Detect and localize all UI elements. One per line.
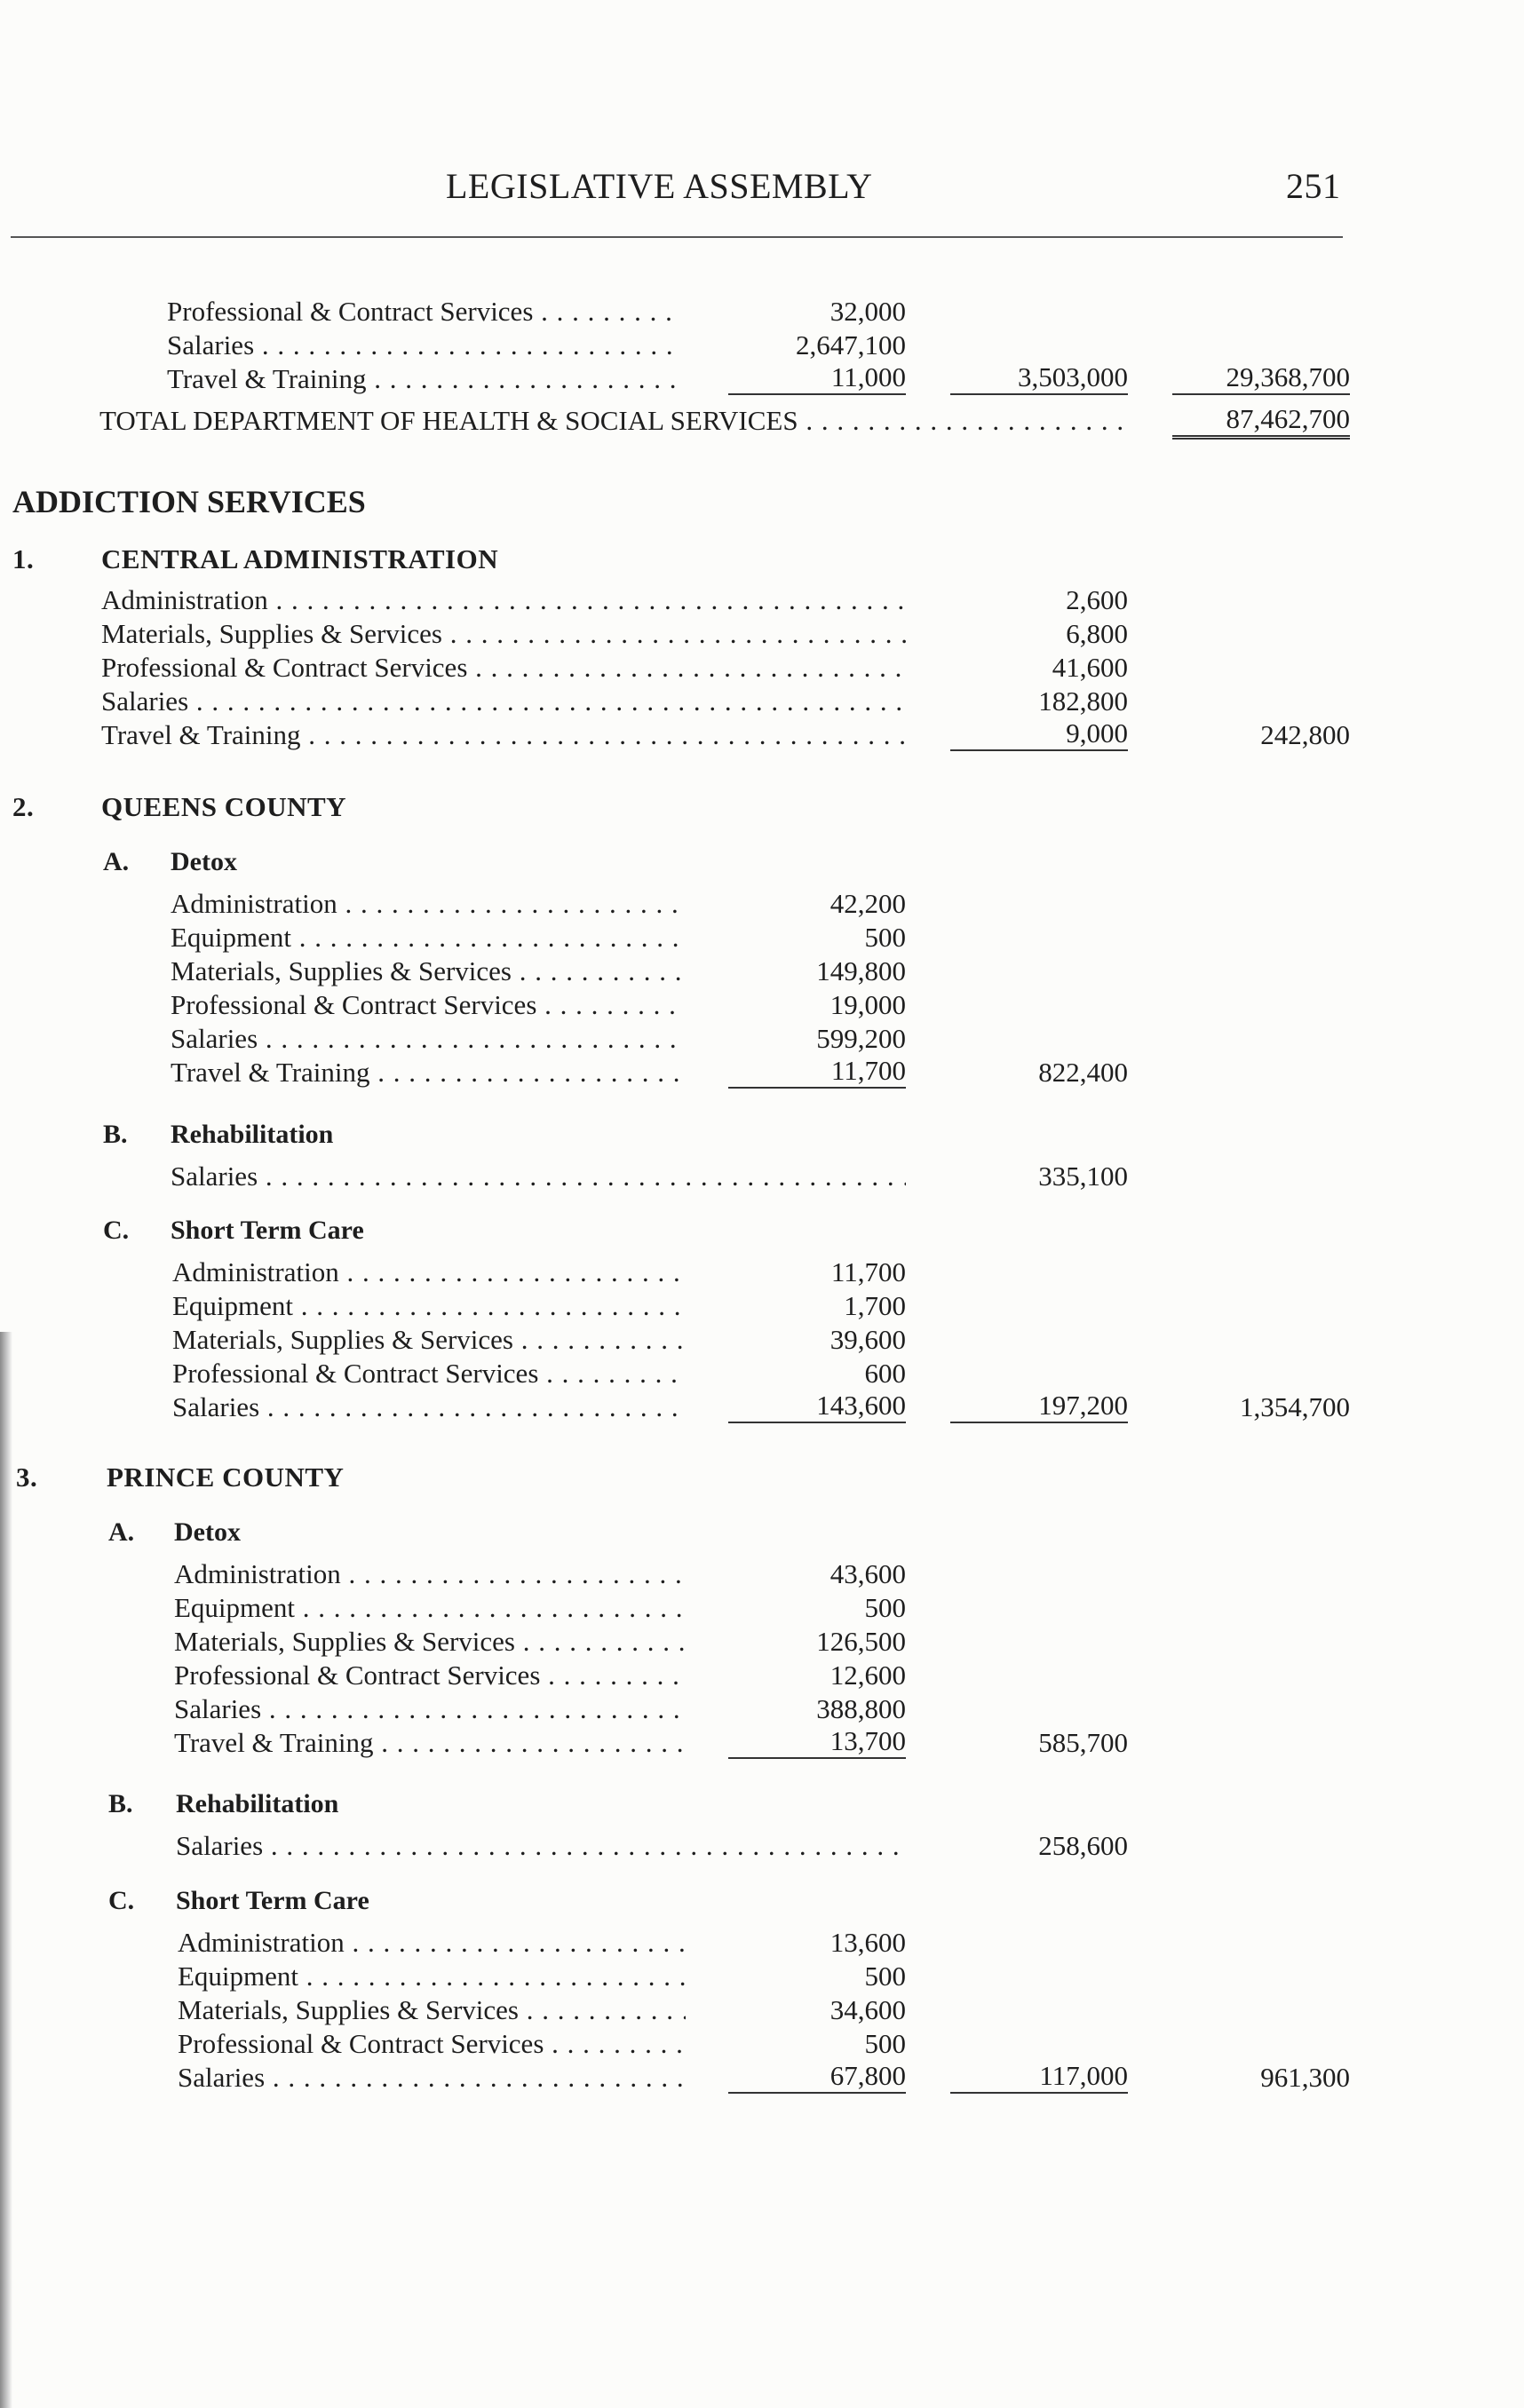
subsection-title: Short Term Care xyxy=(171,1216,364,1245)
line-item-amount: 500 xyxy=(864,922,906,953)
line-item-label: Salaries . . . xyxy=(167,328,682,363)
line-item xyxy=(0,2026,1524,2062)
line-item-label: Equipment . . . xyxy=(174,1590,684,1626)
line-item-amount: 1,700 xyxy=(844,1290,906,1321)
line-item xyxy=(0,1322,1524,1358)
page-number: 251 xyxy=(1286,166,1341,206)
line-item-label: Administration . . . xyxy=(174,1556,684,1592)
line-item-amount: 41,600 xyxy=(1052,652,1128,683)
line-item-label: Travel & Training . . . xyxy=(171,1055,682,1090)
line-item xyxy=(0,1390,1524,1425)
line-item-amount: 258,600 xyxy=(1038,1830,1128,1861)
section-total: 29,368,700 xyxy=(1172,361,1350,395)
line-item-label: Administration . . . xyxy=(171,886,682,922)
line-item xyxy=(0,1556,1524,1592)
line-item xyxy=(0,1356,1524,1391)
line-item xyxy=(0,684,1524,719)
subsection-title: Short Term Care xyxy=(176,1886,369,1915)
line-item xyxy=(0,1925,1524,1960)
line-item-amount: 43,600 xyxy=(829,1558,906,1589)
subsection-subtotal: 585,700 xyxy=(1038,1727,1128,1758)
grand-total-amount: 87,462,700 xyxy=(1172,403,1350,440)
line-item-amount: 600 xyxy=(864,1358,906,1389)
line-item-label: Travel & Training . . . xyxy=(174,1725,684,1761)
section-total: 242,800 xyxy=(1260,719,1350,750)
line-item xyxy=(0,920,1524,955)
line-item-label: Equipment . . . xyxy=(178,1959,686,1994)
line-item-amount: 388,800 xyxy=(816,1693,906,1724)
subsection-letter: C. xyxy=(103,1216,130,1245)
section-title: QUEENS COUNTY xyxy=(101,791,347,822)
line-item-amount: 11,000 xyxy=(728,361,906,395)
line-item-amount: 11,700 xyxy=(728,1055,906,1089)
line-item-amount: 500 xyxy=(864,1960,906,1992)
line-item xyxy=(0,2060,1524,2095)
line-item-amount: 2,600 xyxy=(1066,584,1128,615)
line-item-amount: 599,200 xyxy=(816,1023,906,1054)
line-item-label: Professional & Contract Services . . . xyxy=(101,650,906,685)
line-item-label: Travel & Training . . . xyxy=(167,361,682,397)
line-item-label: Materials, Supplies & Services . . . xyxy=(172,1322,682,1358)
line-item-label: Travel & Training . . . xyxy=(101,717,906,753)
grand-total-row xyxy=(0,403,1524,439)
line-item-amount: 143,600 xyxy=(728,1390,906,1423)
line-item-amount: 32,000 xyxy=(829,296,906,327)
section-number: 2. xyxy=(12,791,35,822)
line-item xyxy=(0,954,1524,989)
subsection-title: Detox xyxy=(174,1517,241,1547)
subsection-subtotal: 117,000 xyxy=(950,2060,1128,2094)
line-item-amount: 9,000 xyxy=(950,717,1128,751)
line-item-amount: 12,600 xyxy=(829,1659,906,1691)
section-title: PRINCE COUNTY xyxy=(107,1461,345,1493)
line-item xyxy=(0,1590,1524,1626)
line-item xyxy=(0,1992,1524,2028)
page-edge-shadow xyxy=(0,1332,12,2408)
section-subtotal: 3,503,000 xyxy=(950,361,1128,395)
line-item xyxy=(0,650,1524,685)
line-item-label: Administration . . . xyxy=(178,1925,686,1960)
subsection-subtotal: 197,200 xyxy=(950,1390,1128,1423)
line-item-amount: 2,647,100 xyxy=(796,329,906,360)
line-item-amount: 13,600 xyxy=(829,1927,906,1958)
line-item xyxy=(0,1055,1524,1090)
subsection-title: Detox xyxy=(171,847,237,876)
line-item xyxy=(0,1288,1524,1324)
line-item-amount: 126,500 xyxy=(816,1626,906,1657)
line-item-amount: 149,800 xyxy=(816,955,906,986)
line-item-amount: 182,800 xyxy=(1038,685,1128,717)
line-item-label: Professional & Contract Services . . . xyxy=(172,1356,682,1391)
line-item xyxy=(0,1691,1524,1727)
line-item-label: Administration . . . xyxy=(172,1255,682,1290)
line-item-label: Professional & Contract Services . . . xyxy=(174,1658,684,1693)
line-item-amount: 500 xyxy=(864,1592,906,1623)
line-item xyxy=(0,1828,1524,1864)
line-item-amount: 19,000 xyxy=(829,989,906,1020)
line-item-label: Salaries . . . xyxy=(171,1159,906,1194)
line-item-amount: 13,700 xyxy=(728,1725,906,1759)
line-item-amount: 6,800 xyxy=(1066,618,1128,649)
line-item-label: Professional & Contract Services . . . xyxy=(171,987,682,1023)
line-item-label: Professional & Contract Services . . . xyxy=(178,2026,686,2062)
line-item-label: Materials, Supplies & Services . . . xyxy=(171,954,682,989)
header-rule xyxy=(11,236,1343,238)
line-item-label: Salaries . . . xyxy=(174,1691,684,1727)
line-item-amount: 67,800 xyxy=(728,2060,906,2094)
line-item-amount: 34,600 xyxy=(829,1994,906,2025)
line-item-label: Salaries . . . xyxy=(171,1021,682,1057)
line-item xyxy=(0,1021,1524,1057)
line-item-amount: 335,100 xyxy=(1038,1160,1128,1192)
line-item xyxy=(0,987,1524,1023)
subsection-letter: A. xyxy=(103,847,130,876)
line-item-label: Administration . . . xyxy=(101,582,906,618)
line-item xyxy=(0,1159,1524,1194)
line-item xyxy=(0,886,1524,922)
line-item xyxy=(0,328,1524,363)
line-item-amount: 11,700 xyxy=(830,1256,906,1287)
section-number: 1. xyxy=(12,543,35,574)
line-item xyxy=(0,294,1524,329)
grand-total-label: TOTAL DEPARTMENT OF HEALTH & SOCIAL SERVICES . . . xyxy=(99,403,1130,439)
line-item xyxy=(0,1255,1524,1290)
line-item xyxy=(0,717,1524,753)
line-item-amount: 500 xyxy=(864,2028,906,2059)
section-title: CENTRAL ADMINISTRATION xyxy=(101,543,499,574)
subsection-letter: C. xyxy=(108,1886,135,1915)
subsection-subtotal: 822,400 xyxy=(1038,1057,1128,1088)
line-item xyxy=(0,361,1524,397)
line-item-label: Equipment . . . xyxy=(171,920,682,955)
subsection-title: Rehabilitation xyxy=(176,1789,339,1818)
line-item xyxy=(0,1658,1524,1693)
line-item-amount: 39,600 xyxy=(829,1324,906,1355)
line-item xyxy=(0,1725,1524,1761)
line-item-amount: 42,200 xyxy=(829,888,906,919)
line-item xyxy=(0,1959,1524,1994)
line-item xyxy=(0,616,1524,652)
subsection-letter: B. xyxy=(103,1120,128,1149)
section-total: 961,300 xyxy=(1260,2062,1350,2093)
line-item xyxy=(0,1624,1524,1659)
division-title: ADDICTION SERVICES xyxy=(12,484,366,519)
line-item-label: Materials, Supplies & Services . . . xyxy=(101,616,906,652)
line-item-label: Professional & Contract Services . . . xyxy=(167,294,682,329)
line-item-label: Materials, Supplies & Services . . . xyxy=(174,1624,684,1659)
subsection-letter: A. xyxy=(108,1517,135,1547)
page-title: LEGISLATIVE ASSEMBLY xyxy=(446,166,873,206)
section-total: 1,354,700 xyxy=(1240,1391,1350,1422)
line-item-label: Materials, Supplies & Services . . . xyxy=(178,1992,686,2028)
subsection-title: Rehabilitation xyxy=(171,1120,334,1149)
subsection-letter: B. xyxy=(108,1789,133,1818)
line-item-label: Equipment . . . xyxy=(172,1288,682,1324)
line-item-label: Salaries . . . xyxy=(178,2060,686,2095)
section-number: 3. xyxy=(16,1461,38,1493)
line-item-label: Salaries . . . xyxy=(172,1390,682,1425)
line-item-label: Salaries . . . xyxy=(101,684,906,719)
line-item-label: Salaries . . . xyxy=(176,1828,908,1864)
line-item xyxy=(0,582,1524,618)
